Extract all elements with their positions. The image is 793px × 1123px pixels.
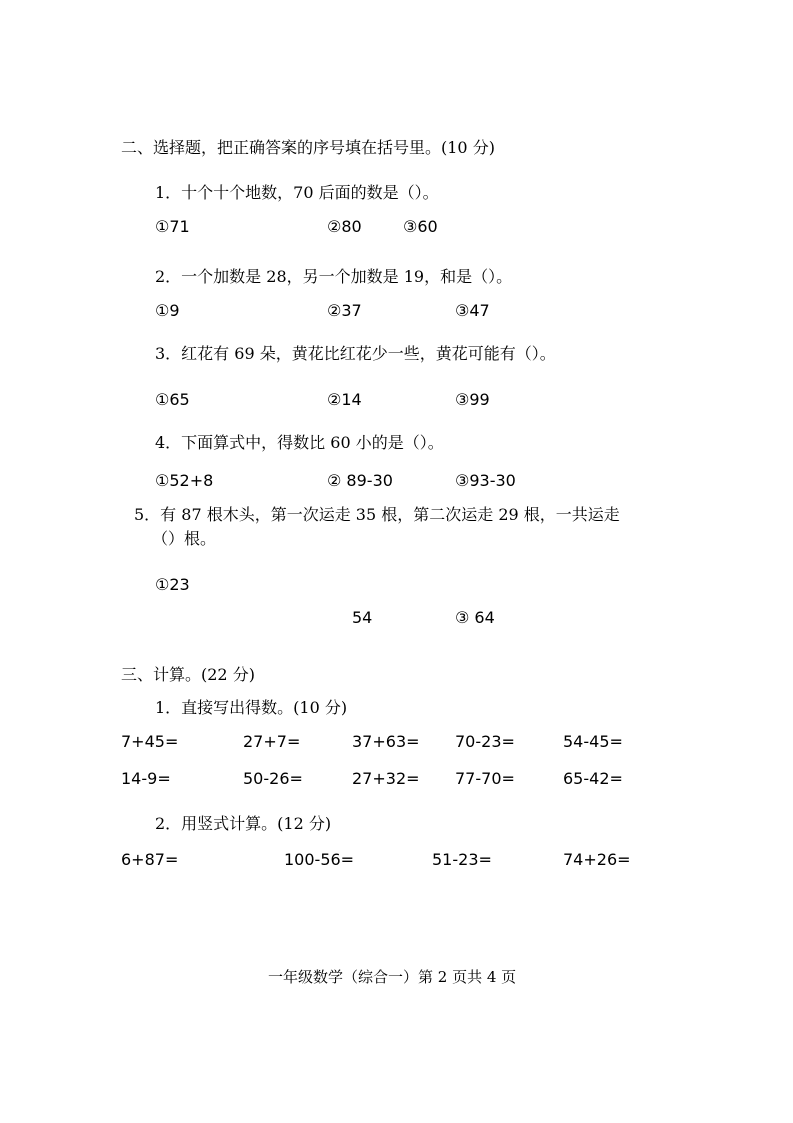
vertical-calc-item: 74+26= <box>563 850 631 869</box>
question-1-option-3: ③60 <box>403 217 438 236</box>
question-2-option-3: ③47 <box>455 301 490 320</box>
question-1-option-2: ②80 <box>327 217 362 236</box>
question-5-text-line-1: 5．有 87 根木头，第一次运走 35 根，第二次运走 29 根，一共运走 <box>134 505 620 524</box>
question-4-option-2: ② 89-30 <box>327 471 393 490</box>
subsection-1-title: 1．直接写出得数。(10 分) <box>155 698 348 717</box>
question-3-text: 3．红花有 69 朵，黄花比红花少一些，黄花可能有（）。 <box>155 344 556 363</box>
section-2-heading: 二、选择题，把正确答案的序号填在括号里。(10 分) <box>121 138 495 157</box>
question-2-text: 2．一个加数是 28，另一个加数是 19，和是（）。 <box>155 267 513 286</box>
question-4-option-1: ①52+8 <box>155 471 214 490</box>
question-4-text: 4．下面算式中，得数比 60 小的是（）。 <box>155 433 444 452</box>
section-3-heading: 三、计算。(22 分) <box>121 665 255 684</box>
calc-item: 65-42= <box>563 769 623 788</box>
question-1-text: 1．十个十个地数，70 后面的数是（）。 <box>155 183 439 202</box>
page-footer: 一年级数学（综合一）第 2 页共 4 页 <box>268 968 517 986</box>
vertical-calc-item: 51-23= <box>432 850 492 869</box>
question-2-option-2: ②37 <box>327 301 362 320</box>
question-3-option-1: ①65 <box>155 390 190 409</box>
question-3-option-3: ③99 <box>455 390 490 409</box>
question-5-text-line-2: （）根。 <box>152 529 217 548</box>
question-5-option-1: ①23 <box>155 575 190 594</box>
vertical-calc-item: 100-56= <box>284 850 355 869</box>
question-4-option-3: ③93-30 <box>455 471 516 490</box>
question-5-option-3: ③ 64 <box>455 608 495 627</box>
calc-item: 37+63= <box>352 732 420 751</box>
vertical-calc-item: 6+87= <box>121 850 179 869</box>
question-3-option-2: ②14 <box>327 390 362 409</box>
calc-item: 70-23= <box>455 732 515 751</box>
calc-item: 27+7= <box>243 732 301 751</box>
subsection-2-title: 2．用竖式计算。(12 分) <box>155 814 332 833</box>
calc-item: 14-9= <box>121 769 171 788</box>
question-5-option-2: 54 <box>352 608 373 627</box>
question-1-option-1: ①71 <box>155 217 190 236</box>
calc-item: 7+45= <box>121 732 179 751</box>
question-2-option-1: ①9 <box>155 301 180 320</box>
calc-item: 77-70= <box>455 769 515 788</box>
calc-item: 50-26= <box>243 769 303 788</box>
calc-item: 27+32= <box>352 769 420 788</box>
calc-item: 54-45= <box>563 732 623 751</box>
